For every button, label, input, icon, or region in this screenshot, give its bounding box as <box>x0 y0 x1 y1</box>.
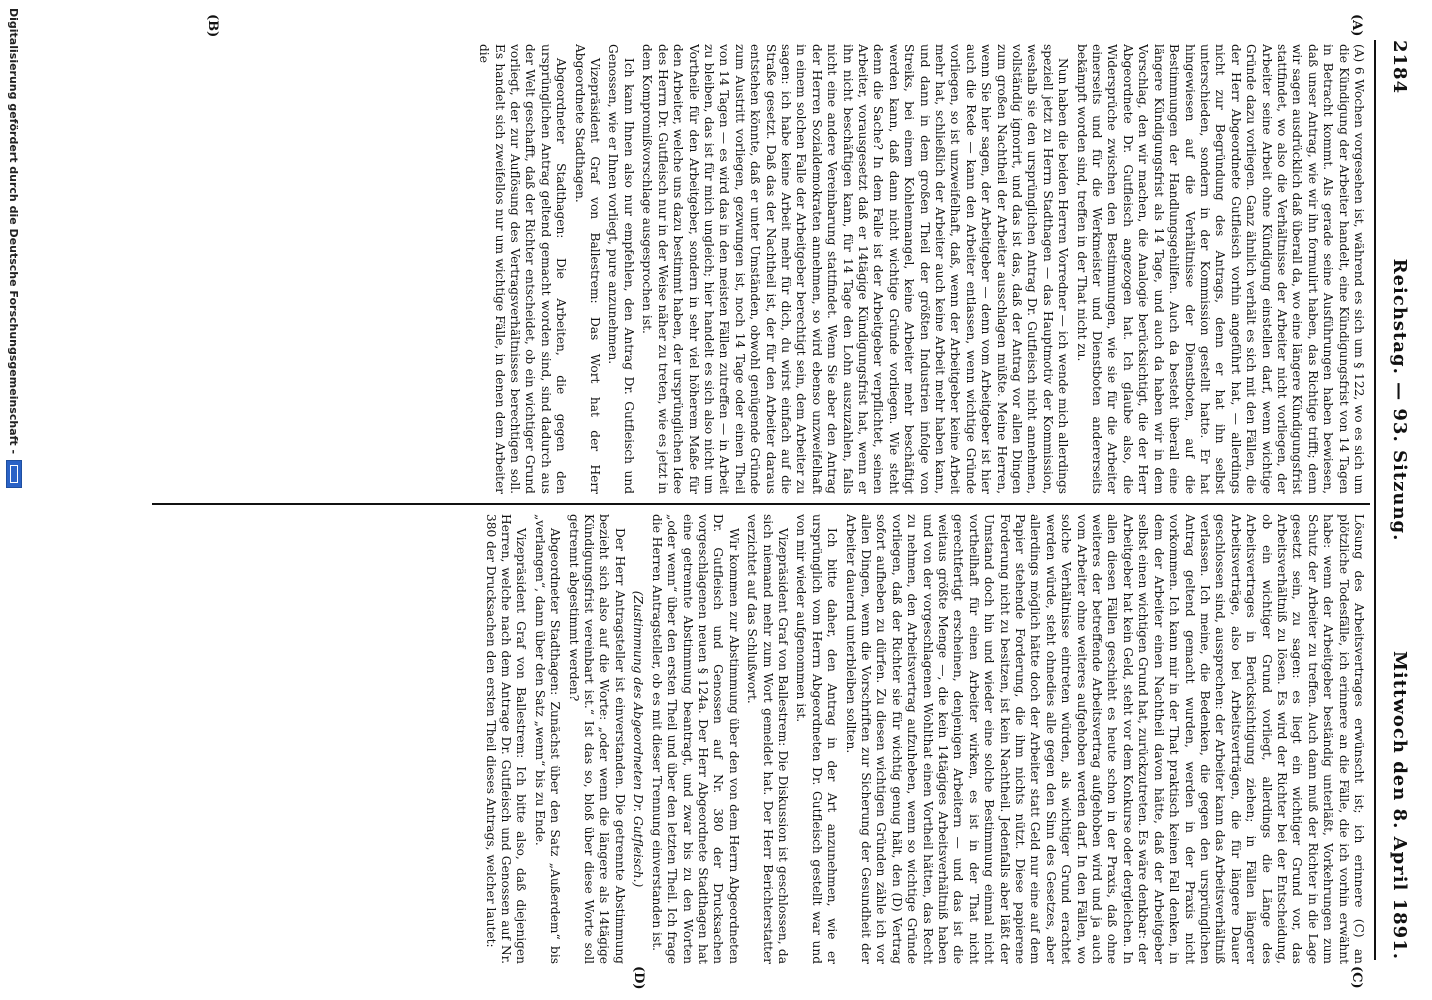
left-paragraph-1: (A) 6 Wochen vorgesehen ist, während es sich um § 122, wo es sich um die Kündigung der Arbeiter handelt, eine Kündigungsfrist von 14 Tagen in Betracht kommt. Als gerade seine Ausführungen haben bewiesen, daß unser Antrag, wie wir ihn formulirt haben, das Richtige trifft; denn wir sagen ausdrücklich daß überall da, wo eine längere Kündigungsfrist stattfindet, wo also die Verhältnisse der Arbeiter nicht vorliegen, der Arbeiter seine Arbeit ohne Kündigung einstellen darf, wenn wichtige Gründe dazu vorliegen. Ganz ähnlich verhält es sich mit den Fällen, die der Herr Abgeordnete Gutfleisch vorhin angeführt hat, — allerdings nicht zur Begründung des Antrags, denn er hat ihn selbst unterschieden, sondern in der Kommission gestellt hatte. Er hat hingewiesen auf die Verhältnisse der Dienstboten, auf die Bestimmungen der Handlungsgehilfen. Auch da besteht überall eine längere Kündigungsfrist als 14 Tage, und auch da haben wir in dem Vorschlag, den wir machen, die Analogie berücksichtigt, die der Herr Abgeordnete Dr. Gutfleisch angezogen hat. Ich glaube also, die Widersprüche zwischen den Bestimmungen, wie sie für die Arbeiter einerseits und für die Werkmeister und Dienstboten andererseits bekämpft worden sind, treffen in der That nicht zu. <box>1074 44 1366 494</box>
page-date: Mittwoch den 8. April 1891. <box>1389 651 1411 960</box>
digitization-credit <box>6 0 22 1000</box>
margin-marker-d: (D) <box>631 966 646 990</box>
right-paragraph-2: Ich bitte daher, den Antrag in der Art anzunehmen, wie er ursprünglich vom Herrn Abgeordneten Dr. Gutfleisch gestellt war und von mir wieder aufgenommen ist. <box>794 514 840 964</box>
right-column <box>156 514 1366 964</box>
left-paragraph-5: Abgeordneter Stadthagen: Die Arbeiten, die gegen den ursprünglichen Antrag geltend gemacht worden sind, sind dadurch aus der Welt geschafft, daß der Richter entscheidet, ob ein wichtiger Grund vorliegt, der zur Auflösung des Vertragsverhältnisses berechtigen soll. Es handelt sich zweifellos nur um wichtige Fälle, in denen dem Arbeiter die <box>477 44 569 494</box>
page-header <box>1376 40 1424 960</box>
page-number: 2184 <box>1389 40 1411 95</box>
margin-marker-b: (B) <box>205 14 220 38</box>
page-title: Reichstag. — 93. Sitzung. <box>1389 258 1411 542</box>
margin-marker-c: (C) <box>1349 966 1364 989</box>
dfg-logo-icon <box>6 460 22 488</box>
column-divider <box>152 503 1370 505</box>
right-paragraph-4: Wir kommen zur Abstimmung über den von dem Herrn Abgeordneten Dr. Gutfleisch und Genossen auf Nr. 380 der Drucksachen vorgeschlagenen neuen § 124a. Der Herr Abgeordnete Stadthagen hat eine getrennte Abstimmung beantragt, und zwar bis zu den Worten „oder wenn“ über den ersten Theil und über den letzten Theil. Ich frage die Herren Antragsteller, ob es mit dieser Trennung einverstanden ist. <box>649 514 741 964</box>
left-column <box>156 44 1366 494</box>
right-paragraph-7: Abgeordneter Stadthagen: Zunächst über den Satz „Außerdem“ bis „verlangen“, dann über den Satz „wenn“ bis zu Ende. <box>532 514 563 964</box>
right-paragraph-1: Lösung des Arbeitsvertrages erwünscht ist; ich erinnere (C) an plötzliche Todesfälle, ich erinnere an die Fälle, die ich vorhin erwähnt habe: wenn der Arbeitgeber beständig unterläßt, Vorkehrungen zum Schutz der Arbeiter zu treffen. Auch dann muß der Richter in die Lage gesetzt sein, zu sagen: es liegt ein wichtiger Grund vor, das Arbeitsverhältniß zu lösen. Es wird der Richter bei der Entscheidung, ob ein wichtiger Grund vorliegt, allerdings die Länge des Arbeitsvertrages in Berücksichtigung ziehen; in Fällen längerer Arbeitsverträge, also bei Arbeitsverträgen, die für längere Dauer geschlossen sind, aussprechen: der Arbeiter kann das Arbeitsverhältniß verlassen. Ich meine, die Bedenken, die gegen den ursprünglichen Antrag geltend gemacht wurden, werden in der Praxis nicht vorkommen. Ich kann mir in der That praktisch keinen Fall denken, in dem der Arbeiter einen Nachtheil davon hätte, daß der Arbeitgeber selbst einen wichtigen Grund hat, zurückzutreten. Es wäre denkbar: der Arbeitgeber hat kein Geld, steht vor dem Konkurse oder dergleichen. In allen diesen Fällen geschieht es heute schon in der Praxis, daß ohne weiteres der betreffende Arbeitsvertrag aufgehoben wird und ja auch vom Arbeiter ohne weiteres aufgehoben werden darf. In den Fällen, wo solche Verhältnisse eintreten würden, als wichtiger Grund erachtet werden würde, steht ohnedies alle gegen den Sinn des Gesetzes, aber allerdings möglich hätte doch der Arbeiter statt Geld nur eine auf dem Papier stehende Forderung, die ihm nichts nützt. Diese papierene Forderung nicht zu besitzen, ist kein Nachtheil. Jedenfalls aber läßt der Umstand doch hin und wieder eine solche Bestimmung einmal nicht vortheilhaft für einen Arbeiter wirken, es ist in der That nicht gerechtfertigt erscheinen, denjenigen Arbeitern — und das ist die weitaus größte Menge —, die kein 14tägiges Arbeitsverhältniß haben und von der vorgeschlagenen Wohlthat einen Vortheil hätten, das Recht zu nehmen, den Arbeitsvertrag aufzuheben, wenn so wichtige Gründe vorliegen, daß der Richter sie für wichtig genug hält, den (D) Vertrag sofort aufheben zu dürfen. Zu diesen wichtigen Gründen zähle ich vor allen Dingen, wenn die Vorschriften zur Sicherung der Gesundheit der Arbeiter dauernd unterbleiben sollten. <box>843 514 1366 964</box>
right-paragraph-3: Vizepräsident Graf von Ballestrem: Die Diskussion ist geschlossen, da sich niemand mehr zum Wort gemeldet hat. Der Herr Berichterstatter verzichtet auf das Schlußwort. <box>745 514 790 964</box>
header-rule <box>1374 40 1376 960</box>
digitization-credit-text: Digitalisierung gefördert durch die Deutsche Forschungsgemeinschaft - <box>7 8 21 455</box>
margin-marker-a: (A) <box>1349 14 1364 37</box>
left-paragraph-2: Nun haben die beiden Herren Vorredner — ich wende mich allerdings speziell jetzt zu Herrn Stadthagen — das Hauptmotiv der Kommission, weshalb sie den ursprünglichen Antrag Dr. Gutfleisch nicht annehmen, vollständig ignorirt, und das ist das, daß der Antrag vor allen Dingen zum großen Nachtheil der Arbeiter ausschlagen müßte. Meine Herren, wenn Sie hier sagen, der Arbeitgeber — denn vom Arbeitgeber ist hier auch die Rede — kann den Arbeiter entlassen, wenn wichtige Gründe vorliegen, so ist unzweifelhaft, daß, wenn der Arbeitgeber keine Arbeit mehr hat, schließlich der Arbeiter auch keine Arbeit mehr haben kann, und dann in dem großen Theil der größten Industrien infolge von Streiks, bei einem Kohlenmangel, keine Arbeiter mehr beschäftigt werden kann, daß dann nicht wichtige Gründe vorliegen. Wie steht denn die Sache? In dem Falle ist der Arbeitgeber verpflichtet, seinen Arbeiter, vorausgesetzt daß er 14tägige Kündigungsfrist hat, wenn er ihn nicht beschäftigen kann, für 14 Tage den Lohn auszuzahlen, falls nicht eine andere Vereinbarung stattfindet. Wenn Sie aber den Antrag der Herren Sozialdemokraten annehmen, so wird ebenso unzweifelhaft in einem solchen Falle der Arbeitgeber berechtigt sein, dem Arbeiter zu sagen: ich habe keine Arbeit mehr für dich, du wirst einfach auf die Straße gesetzt. Daß das der Nachtheil ist, der für den Arbeiter daraus entstehen könnte, daß er unter Umständen, obwohl genügende Gründe zum Austritt vorliegen, gezwungen ist, noch 14 Tage oder einen Theil von 14 Tagen — es wird das in den meisten Fällen zutreffen — in Arbeit zu bleiben, das ist für mich ungleich; hier handelt es sich also nicht um Vortheile für den Arbeitgeber, sondern in sehr viel höherem Maße für den Arbeiter, welche uns dazu bestimmt haben, der ursprünglichen Idee des Herrn Dr. Gutfleisch nur in der Weise näher zu treten, wie es jetzt in dem Kompromißvorschlage ausgesprochen ist. <box>640 44 1071 494</box>
right-paragraph-8: Vizepräsident Graf von Ballestrem: Ich bitte also, daß diejenigen Herren, welche nach dem Antrage Dr. Gutfleisch und Genossen auf Nr. 380 der Drucksachen den ersten Theil dieses Antrags, welcher lautet: <box>483 514 529 964</box>
left-paragraph-3: Ich kann Ihnen also nur empfehlen, den Antrag Dr. Gutfleisch und Genossen, wie er Ihnen vorliegt, pure anzunehmen. <box>606 44 636 494</box>
right-paragraph-6: Der Herr Antragsteller ist einverstanden. Die getrennte Abstimmung bezieht sich also auf die Worte: „oder wenn die längere als 14tägige Kündigungsfrist vereinbart ist.“ Ist das so, bloß über diese Worte soll getrennt abgestimmt werden? <box>566 514 627 964</box>
right-paragraph-5: (Zustimmung des Abgeordneten Dr. Gutfleisch.) <box>631 590 646 888</box>
left-paragraph-4: Vizepräsident Graf von Ballestrem: Das Wort hat der Herr Abgeordnete Stadthagen. <box>572 44 603 494</box>
